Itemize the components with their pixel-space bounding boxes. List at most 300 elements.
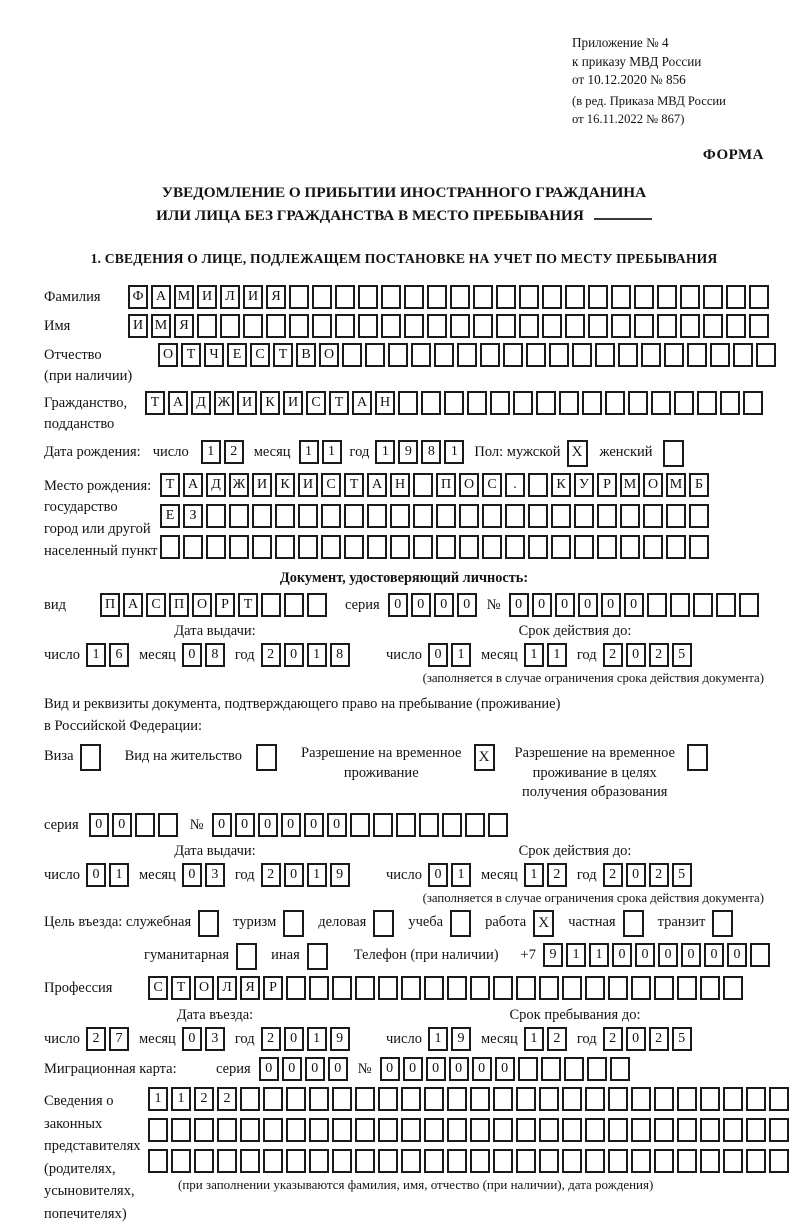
char-cell[interactable]: И [197,285,217,309]
char-cell[interactable] [206,535,226,559]
char-cell[interactable]: 2 [261,643,281,667]
char-cell[interactable] [620,535,640,559]
char-cell[interactable] [342,343,362,367]
purpose-business-checkbox[interactable] [373,910,394,937]
char-cell[interactable] [321,535,341,559]
char-cell[interactable] [493,1087,513,1111]
char-cell[interactable] [716,593,736,617]
char-cell[interactable]: 5 [672,643,692,667]
char-cell[interactable]: Т [181,343,201,367]
char-cell[interactable]: 2 [261,863,281,887]
char-cell[interactable]: 0 [388,593,408,617]
char-cell[interactable]: 2 [547,863,567,887]
char-cell[interactable] [447,976,467,1000]
char-cell[interactable] [427,314,447,338]
char-cell[interactable]: 2 [224,440,244,464]
char-cell[interactable] [516,976,536,1000]
char-cell[interactable]: Д [206,473,226,497]
char-cell[interactable]: А [168,391,188,415]
char-cell[interactable] [516,1087,536,1111]
char-cell[interactable]: К [260,391,280,415]
char-cell[interactable] [654,976,674,1000]
char-cell[interactable]: 1 [307,1027,327,1051]
char-cell[interactable]: 0 [626,863,646,887]
purpose-tourism-checkbox[interactable] [283,910,304,937]
char-cell[interactable] [206,504,226,528]
char-cell[interactable] [631,1087,651,1111]
char-cell[interactable] [307,593,327,617]
char-cell[interactable] [344,504,364,528]
char-cell[interactable]: 1 [375,440,395,464]
char-cell[interactable]: А [367,473,387,497]
char-cell[interactable] [513,391,533,415]
char-cell[interactable] [631,1118,651,1142]
char-cell[interactable] [539,976,559,1000]
char-cell[interactable] [749,314,769,338]
char-cell[interactable] [769,1118,789,1142]
char-cell[interactable]: 0 [305,1057,325,1081]
char-cell[interactable] [332,976,352,1000]
char-cell[interactable] [413,535,433,559]
purpose-humanitarian-checkbox[interactable] [236,943,257,970]
char-cell[interactable]: 3 [205,1027,225,1051]
char-cell[interactable] [390,535,410,559]
char-cell[interactable] [388,343,408,367]
char-cell[interactable] [710,343,730,367]
char-cell[interactable]: 0 [428,643,448,667]
char-cell[interactable]: 0 [635,943,655,967]
char-cell[interactable]: Р [263,976,283,1000]
char-cell[interactable] [542,314,562,338]
char-cell[interactable] [562,976,582,1000]
char-cell[interactable] [654,1087,674,1111]
char-cell[interactable] [611,285,631,309]
char-cell[interactable] [413,473,433,497]
sex-female-checkbox[interactable] [663,440,684,467]
char-cell[interactable] [332,1087,352,1111]
char-cell[interactable]: 0 [284,643,304,667]
char-cell[interactable] [689,504,709,528]
char-cell[interactable] [574,504,594,528]
char-cell[interactable]: 0 [284,1027,304,1051]
char-cell[interactable] [551,504,571,528]
char-cell[interactable] [587,1057,607,1081]
char-cell[interactable] [634,314,654,338]
char-cell[interactable]: 2 [603,643,623,667]
char-cell[interactable]: С [321,473,341,497]
char-cell[interactable] [585,976,605,1000]
char-cell[interactable] [240,1118,260,1142]
char-cell[interactable]: Т [344,473,364,497]
char-cell[interactable]: 0 [89,813,109,837]
char-cell[interactable]: О [459,473,479,497]
char-cell[interactable] [447,1118,467,1142]
char-cell[interactable] [723,1149,743,1173]
char-cell[interactable] [562,1149,582,1173]
char-cell[interactable] [733,343,753,367]
char-cell[interactable] [503,343,523,367]
char-cell[interactable] [355,1149,375,1173]
char-cell[interactable] [148,1149,168,1173]
char-cell[interactable] [720,391,740,415]
char-cell[interactable] [582,391,602,415]
char-cell[interactable]: 9 [543,943,563,967]
char-cell[interactable] [286,1149,306,1173]
char-cell[interactable]: 1 [428,1027,448,1051]
char-cell[interactable] [723,1087,743,1111]
char-cell[interactable] [194,1118,214,1142]
char-cell[interactable]: И [283,391,303,415]
purpose-work-checkbox[interactable]: X [533,910,554,937]
char-cell[interactable]: И [252,473,272,497]
char-cell[interactable] [769,1149,789,1173]
char-cell[interactable] [284,593,304,617]
char-cell[interactable] [309,1118,329,1142]
char-cell[interactable] [597,504,617,528]
char-cell[interactable] [459,535,479,559]
char-cell[interactable] [401,976,421,1000]
char-cell[interactable] [496,285,516,309]
char-cell[interactable] [447,1087,467,1111]
char-cell[interactable] [160,535,180,559]
char-cell[interactable]: 0 [212,813,232,837]
char-cell[interactable] [519,285,539,309]
char-cell[interactable] [703,314,723,338]
char-cell[interactable] [183,535,203,559]
char-cell[interactable] [442,813,462,837]
char-cell[interactable] [344,535,364,559]
char-cell[interactable] [444,391,464,415]
char-cell[interactable] [229,504,249,528]
char-cell[interactable]: 9 [398,440,418,464]
char-cell[interactable]: Л [217,976,237,1000]
char-cell[interactable]: 0 [258,813,278,837]
char-cell[interactable] [588,314,608,338]
char-cell[interactable] [243,314,263,338]
char-cell[interactable] [286,1118,306,1142]
char-cell[interactable] [493,1149,513,1173]
residence-permit-checkbox[interactable] [256,744,277,771]
char-cell[interactable] [450,314,470,338]
char-cell[interactable] [528,535,548,559]
char-cell[interactable] [726,314,746,338]
char-cell[interactable] [526,343,546,367]
char-cell[interactable] [355,976,375,1000]
char-cell[interactable] [473,285,493,309]
char-cell[interactable] [480,343,500,367]
char-cell[interactable] [536,391,556,415]
char-cell[interactable] [490,391,510,415]
char-cell[interactable] [564,1057,584,1081]
char-cell[interactable]: И [128,314,148,338]
char-cell[interactable]: 0 [403,1057,423,1081]
char-cell[interactable] [482,535,502,559]
char-cell[interactable] [608,1087,628,1111]
char-cell[interactable] [597,535,617,559]
char-cell[interactable] [266,314,286,338]
char-cell[interactable] [618,343,638,367]
char-cell[interactable] [220,314,240,338]
char-cell[interactable]: О [319,343,339,367]
char-cell[interactable] [687,343,707,367]
char-cell[interactable] [670,593,690,617]
char-cell[interactable] [680,314,700,338]
char-cell[interactable] [516,1149,536,1173]
char-cell[interactable]: Я [240,976,260,1000]
char-cell[interactable]: И [243,285,263,309]
char-cell[interactable]: А [352,391,372,415]
char-cell[interactable] [488,813,508,837]
char-cell[interactable]: . [505,473,525,497]
char-cell[interactable]: 1 [109,863,129,887]
char-cell[interactable] [355,1118,375,1142]
char-cell[interactable]: И [237,391,257,415]
char-cell[interactable]: 0 [449,1057,469,1081]
char-cell[interactable] [631,976,651,1000]
char-cell[interactable] [424,1149,444,1173]
char-cell[interactable]: 2 [194,1087,214,1111]
char-cell[interactable] [574,535,594,559]
char-cell[interactable] [605,391,625,415]
char-cell[interactable]: О [194,976,214,1000]
char-cell[interactable] [332,1149,352,1173]
char-cell[interactable] [335,285,355,309]
char-cell[interactable]: Л [220,285,240,309]
char-cell[interactable]: 0 [235,813,255,837]
char-cell[interactable] [496,314,516,338]
char-cell[interactable] [677,1087,697,1111]
char-cell[interactable] [289,285,309,309]
char-cell[interactable] [419,813,439,837]
char-cell[interactable] [378,1087,398,1111]
char-cell[interactable] [588,285,608,309]
char-cell[interactable] [647,593,667,617]
char-cell[interactable]: П [100,593,120,617]
char-cell[interactable]: 2 [649,643,669,667]
char-cell[interactable] [217,1118,237,1142]
char-cell[interactable] [367,504,387,528]
char-cell[interactable] [608,1149,628,1173]
char-cell[interactable]: А [183,473,203,497]
char-cell[interactable] [465,813,485,837]
char-cell[interactable] [378,1118,398,1142]
char-cell[interactable]: С [146,593,166,617]
char-cell[interactable] [286,1087,306,1111]
char-cell[interactable]: С [250,343,270,367]
char-cell[interactable]: 0 [457,593,477,617]
purpose-study-checkbox[interactable] [450,910,471,937]
char-cell[interactable]: 0 [624,593,644,617]
char-cell[interactable]: 0 [472,1057,492,1081]
char-cell[interactable]: 0 [509,593,529,617]
char-cell[interactable] [519,314,539,338]
char-cell[interactable]: 9 [330,1027,350,1051]
char-cell[interactable] [411,343,431,367]
rvp-edu-checkbox[interactable] [687,744,708,771]
char-cell[interactable] [358,314,378,338]
char-cell[interactable] [723,1118,743,1142]
char-cell[interactable] [398,391,418,415]
char-cell[interactable]: О [192,593,212,617]
char-cell[interactable] [309,1149,329,1173]
char-cell[interactable] [689,535,709,559]
char-cell[interactable]: 2 [649,863,669,887]
char-cell[interactable] [312,285,332,309]
char-cell[interactable] [457,343,477,367]
char-cell[interactable]: 1 [451,643,471,667]
char-cell[interactable] [756,343,776,367]
char-cell[interactable] [746,1118,766,1142]
char-cell[interactable] [286,976,306,1000]
char-cell[interactable] [743,391,763,415]
char-cell[interactable] [252,535,272,559]
char-cell[interactable]: 1 [201,440,221,464]
char-cell[interactable] [158,813,178,837]
char-cell[interactable]: Р [215,593,235,617]
char-cell[interactable]: Т [171,976,191,1000]
char-cell[interactable]: 0 [612,943,632,967]
char-cell[interactable]: 0 [495,1057,515,1081]
char-cell[interactable] [309,1087,329,1111]
char-cell[interactable] [217,1149,237,1173]
char-cell[interactable] [518,1057,538,1081]
char-cell[interactable] [565,314,585,338]
char-cell[interactable] [693,593,713,617]
char-cell[interactable] [401,1118,421,1142]
char-cell[interactable] [390,504,410,528]
purpose-other-checkbox[interactable] [307,943,328,970]
char-cell[interactable] [664,343,684,367]
char-cell[interactable] [427,285,447,309]
char-cell[interactable]: 0 [681,943,701,967]
char-cell[interactable] [171,1149,191,1173]
char-cell[interactable]: 8 [330,643,350,667]
char-cell[interactable]: 9 [451,1027,471,1051]
char-cell[interactable] [657,314,677,338]
purpose-official-checkbox[interactable] [198,910,219,937]
char-cell[interactable]: Я [174,314,194,338]
char-cell[interactable]: 1 [299,440,319,464]
char-cell[interactable] [470,1118,490,1142]
char-cell[interactable] [229,535,249,559]
char-cell[interactable]: С [148,976,168,1000]
char-cell[interactable] [674,391,694,415]
char-cell[interactable]: М [174,285,194,309]
char-cell[interactable] [505,504,525,528]
char-cell[interactable]: 0 [426,1057,446,1081]
char-cell[interactable]: 0 [555,593,575,617]
char-cell[interactable]: Ж [229,473,249,497]
char-cell[interactable]: 1 [86,643,106,667]
char-cell[interactable]: О [158,343,178,367]
char-cell[interactable] [197,314,217,338]
char-cell[interactable]: 1 [547,643,567,667]
char-cell[interactable] [746,1087,766,1111]
char-cell[interactable]: 1 [589,943,609,967]
char-cell[interactable]: Е [227,343,247,367]
char-cell[interactable]: 0 [284,863,304,887]
char-cell[interactable] [459,504,479,528]
char-cell[interactable]: П [169,593,189,617]
char-cell[interactable] [482,504,502,528]
char-cell[interactable] [413,504,433,528]
char-cell[interactable] [559,391,579,415]
char-cell[interactable] [549,343,569,367]
char-cell[interactable] [373,813,393,837]
char-cell[interactable]: Р [597,473,617,497]
char-cell[interactable]: 1 [524,643,544,667]
char-cell[interactable] [657,285,677,309]
char-cell[interactable]: 0 [328,1057,348,1081]
char-cell[interactable]: Т [238,593,258,617]
char-cell[interactable]: С [306,391,326,415]
char-cell[interactable]: 0 [282,1057,302,1081]
char-cell[interactable] [171,1118,191,1142]
char-cell[interactable] [263,1149,283,1173]
char-cell[interactable] [677,976,697,1000]
char-cell[interactable] [401,1149,421,1173]
char-cell[interactable] [749,285,769,309]
char-cell[interactable] [572,343,592,367]
char-cell[interactable] [289,314,309,338]
char-cell[interactable] [565,285,585,309]
char-cell[interactable] [436,504,456,528]
char-cell[interactable] [148,1118,168,1142]
char-cell[interactable]: 0 [327,813,347,837]
char-cell[interactable]: 1 [451,863,471,887]
char-cell[interactable]: А [151,285,171,309]
char-cell[interactable]: 1 [307,643,327,667]
char-cell[interactable]: О [643,473,663,497]
char-cell[interactable]: 1 [524,863,544,887]
char-cell[interactable] [424,1087,444,1111]
char-cell[interactable] [473,314,493,338]
char-cell[interactable] [421,391,441,415]
char-cell[interactable] [275,535,295,559]
char-cell[interactable]: 1 [566,943,586,967]
char-cell[interactable] [424,1118,444,1142]
char-cell[interactable] [436,535,456,559]
char-cell[interactable] [677,1149,697,1173]
char-cell[interactable]: 0 [259,1057,279,1081]
char-cell[interactable] [470,976,490,1000]
char-cell[interactable] [608,1118,628,1142]
char-cell[interactable]: 0 [380,1057,400,1081]
rvp-checkbox[interactable]: X [474,744,495,771]
char-cell[interactable] [746,1149,766,1173]
char-cell[interactable] [585,1118,605,1142]
char-cell[interactable]: Т [329,391,349,415]
char-cell[interactable]: 2 [649,1027,669,1051]
char-cell[interactable] [194,1149,214,1173]
char-cell[interactable]: 0 [182,643,202,667]
visa-checkbox[interactable] [80,744,101,771]
char-cell[interactable] [700,1118,720,1142]
char-cell[interactable] [367,535,387,559]
char-cell[interactable]: 0 [304,813,324,837]
char-cell[interactable]: 5 [672,1027,692,1051]
char-cell[interactable] [404,285,424,309]
char-cell[interactable]: В [296,343,316,367]
char-cell[interactable] [298,504,318,528]
char-cell[interactable] [562,1118,582,1142]
char-cell[interactable] [620,504,640,528]
char-cell[interactable] [365,343,385,367]
char-cell[interactable]: 1 [171,1087,191,1111]
char-cell[interactable] [723,976,743,1000]
char-cell[interactable]: 0 [658,943,678,967]
char-cell[interactable]: П [436,473,456,497]
